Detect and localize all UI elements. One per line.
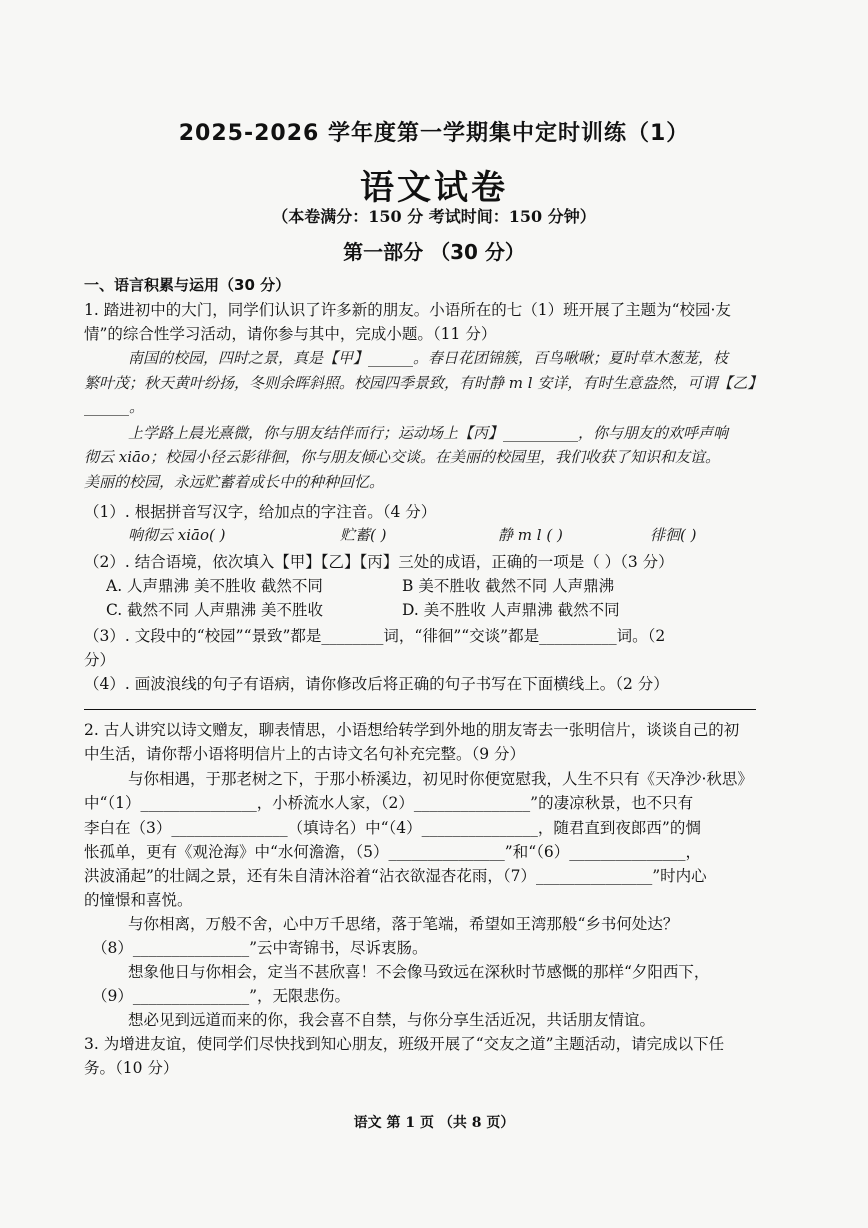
answer-line[interactable] xyxy=(84,709,756,710)
q1-stem-line2: 情”的综合性学习活动，请你参与其中，完成小题。（11 分） xyxy=(84,325,497,343)
exam-title: 2025-2026 学年度第一学期集中定时训练（1） xyxy=(178,121,690,146)
q1-sub4: （4）. 画波浪线的句子有语病，请你修改后将正确的句子书写在下面横线上。（2 分） xyxy=(84,675,669,693)
option-c: C. 截然不同 人声鼎沸 美不胜收 xyxy=(106,601,324,619)
q1-sub1: （1）. 根据拼音写汉字，给加点的字注音。（4 分） xyxy=(84,503,437,521)
q2-line: 与你相遇，于那老树之下，于那小桥溪边，初见时你便宽慰我，人生不只有《天净沙·秋思》 xyxy=(128,770,753,788)
pinyin-item: 贮蓄( ) xyxy=(340,526,387,544)
part-title: 第一部分 （30 分） xyxy=(343,240,525,264)
subject-title: 语文试卷 xyxy=(360,168,508,208)
q2-line: 想象他日与你相会，定当不甚欣喜！不会像马致远在深秋时节感慨的那样“夕阳西下， xyxy=(128,963,710,981)
q2-line: 的憧憬和喜悦。 xyxy=(84,891,193,909)
q2-line: 与你相离，万般不舍，心中万千思绪，落于笔端，希望如王湾那般“乡书何处达？ xyxy=(128,915,679,933)
pinyin-item: 徘徊( ) xyxy=(650,526,697,544)
q1-sub3: （3）. 文段中的“校园”“景致”都是________词，“徘徊”“交谈”都是__________词。（2 xyxy=(84,627,666,645)
q2-line: 洪波涌起”的壮阔之景，还有朱自清沐浴着“沾衣欲湿杏花雨，（7）_______________”时内心 xyxy=(84,867,707,885)
exam-info: （本卷满分：150 分 考试时间：150 分钟） xyxy=(272,207,596,226)
passage-line: ______。 xyxy=(84,398,145,416)
option-d: D. 美不胜收 人声鼎沸 截然不同 xyxy=(402,601,620,619)
q2-line: 2. 古人讲究以诗文赠友，聊表情思，小语想给转学到外地的朋友寄去一张明信片，谈谈自己的初 xyxy=(84,721,740,739)
pinyin-item: 响彻云 xiāo( ) xyxy=(128,526,226,544)
passage-line: 繁叶茂；秋天黄叶纷扬，冬则余晖斜照。校园四季景致，有时静 m l 安详，有时生意盎然，可谓【乙】 xyxy=(84,374,763,392)
q2-line: 中生活，请你帮小语将明信片上的古诗文名句补充完整。（9 分） xyxy=(84,745,526,763)
passage-line: 彻云 xiāo；校园小径云影徘徊，你与朋友倾心交谈。在美丽的校园里，我们收获了知识和友谊。 xyxy=(84,448,721,466)
q3-line1: 3. 为增进友谊，使同学们尽快找到知心朋友，班级开展了“交友之道”主题活动，请完成以下任 xyxy=(84,1035,725,1053)
passage-line: 上学路上晨光熹微，你与朋友结伴而行；运动场上【丙】__________，你与朋友的欢呼声响 xyxy=(128,424,729,442)
q2-line: （9）_______________”，无限悲伤。 xyxy=(92,987,351,1005)
option-a: A. 人声鼎沸 美不胜收 截然不同 xyxy=(106,577,323,595)
q2-line: 想必见到远道而来的你，我会喜不自禁，与你分享生活近况，共话朋友情谊。 xyxy=(128,1011,656,1029)
q1-sub2: （2）. 结合语境，依次填入【甲】【乙】【丙】三处的成语，正确的一项是（ ）（3 分） xyxy=(84,553,674,571)
section-heading: 一、语言积累与运用（30 分） xyxy=(84,276,291,294)
q1-sub3-cont: 分） xyxy=(84,651,116,669)
q2-line: 怅孤单，更有《观沧海》中“水何澹澹，（5）_______________”和“（6）_______________， xyxy=(84,843,701,861)
q2-line: 李白在（3）_______________（填诗名）中“（4）_______________，随君直到夜郎西”的惆 xyxy=(84,819,701,837)
q2-line: （8）_______________”云中寄锦书，尽诉衷肠。 xyxy=(92,939,428,957)
q3-line2: 务。（10 分） xyxy=(84,1059,179,1077)
q1-stem-line1: 1. 踏进初中的大门，同学们认识了许多新的朋友。小语所在的七（1）班开展了主题为“校园·友 xyxy=(84,301,731,319)
pinyin-item: 静 m l ( ) xyxy=(498,526,563,544)
q2-line: 中“（1）_______________，小桥流水人家，（2）_______________”的凄凉秋景，也不只有 xyxy=(84,794,694,812)
passage-line: 美丽的校园，永远贮蓄着成长中的种种回忆。 xyxy=(84,473,385,491)
passage-line: 南国的校园，四时之景，真是【甲】______。春日花团锦簇，百鸟啾啾；夏时草木葱茏，枝 xyxy=(128,349,729,367)
page-footer: 语文 第 1 页 （共 8 页） xyxy=(353,1115,515,1131)
option-b: B 美不胜收 截然不同 人声鼎沸 xyxy=(402,577,615,595)
